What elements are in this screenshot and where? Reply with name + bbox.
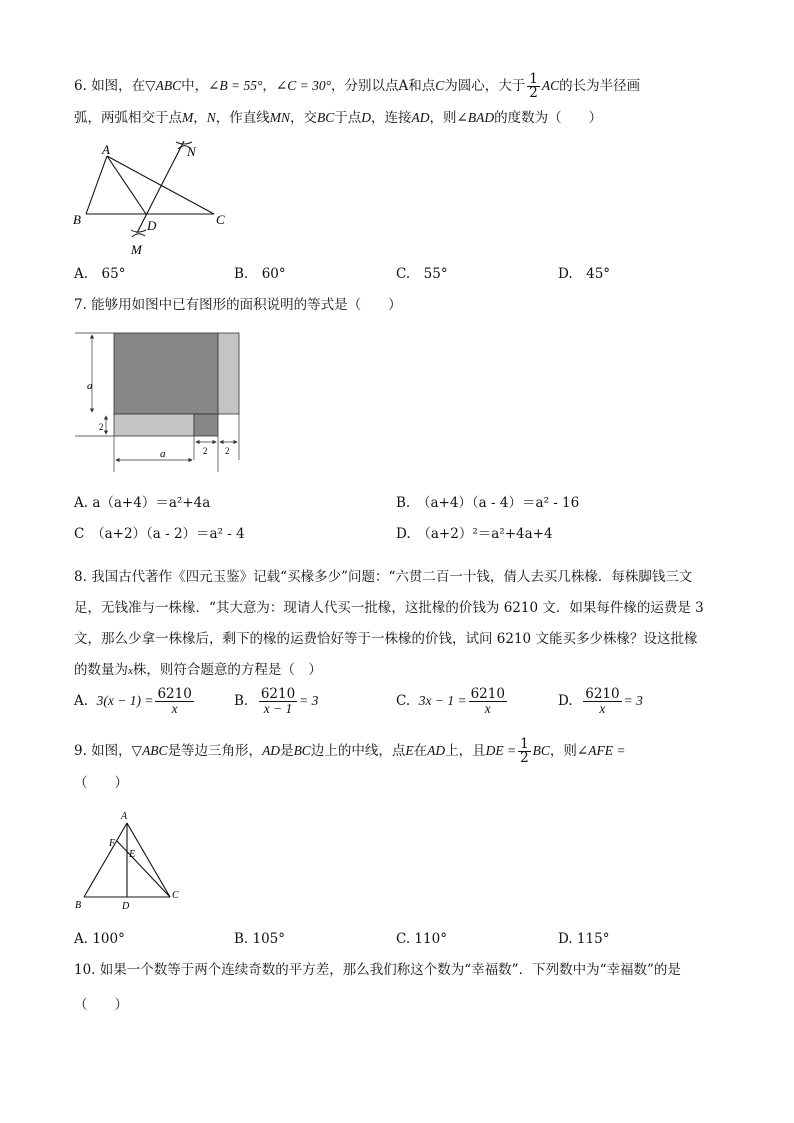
q10-line-1: 10. 如果一个数等于两个连续奇数的平方差，那么我们称这个数为“幸福数”．下列数中为“幸福数”的是 — [74, 962, 681, 978]
q8-option-c: C. 3x − 1 = $\frac{6210}{x}$ — [396, 686, 505, 716]
q6-option-a: A. 65° — [74, 266, 126, 282]
label-f: F — [109, 838, 116, 849]
q6-line-1: 6. 如图，在▽ABC中，∠B = 55°，∠C = 30°，分别以点A和点C为圆心，大于 $\frac{1}{2}$ AC的长为半径画 — [74, 71, 641, 101]
q7-option-b: B. （a+4）（a - 4）＝a² - 16 — [396, 495, 580, 511]
label-a-bottom: a — [160, 448, 166, 460]
q6-option-c: C. 55° — [396, 266, 448, 282]
label-c: C — [216, 212, 225, 227]
q8-line-4: 的数量为x株，则符合题意的方程是（ ） — [74, 662, 322, 678]
q6-triangle-figure — [66, 134, 241, 262]
label-d: D — [147, 218, 157, 233]
q8-option-b: B. $\frac{6210}{x - 1}$ = 3 — [234, 686, 319, 716]
q7-area-figure — [70, 326, 245, 474]
label-n: N — [187, 144, 196, 159]
label-m: M — [131, 242, 142, 257]
small-square — [194, 414, 218, 436]
q9-triangle-figure — [72, 808, 187, 914]
q8-line-1: 8. 我国古代著作《四元玉鉴》记载“买椽多少”问题：“六贯二百一十钱，倩人去买几株椽．每株脚钱三文 — [74, 569, 693, 585]
segment-fc — [117, 841, 170, 897]
bottom-strip — [114, 414, 194, 436]
q7-option-c: C （a+2）（a - 2）＝a² - 4 — [74, 526, 245, 542]
segment-ad — [107, 156, 146, 214]
q9-option-c: C. 110° — [396, 931, 447, 947]
arc-m-2 — [132, 234, 145, 237]
label-d: D — [122, 901, 130, 912]
line-mn — [137, 141, 184, 233]
q8-option-a: A. 3(x − 1) = $\frac{6210}{x}$ — [74, 686, 192, 716]
label-a: A — [102, 142, 110, 157]
segment-ab — [84, 823, 127, 897]
q8-option-d: D. $\frac{6210}{x}$ = 3 — [558, 686, 643, 716]
label-2-side: 2 — [99, 422, 104, 432]
q6-option-d: D. 45° — [558, 266, 611, 282]
q9-line-2: （ ） — [74, 775, 128, 791]
q9-option-a: A. 100° — [74, 931, 125, 947]
segment-ac — [127, 823, 170, 897]
q8-line-2: 足，无钱准与一株椽．“其大意为：现请人代买一批椽，这批椽的价钱为 6210 文．如果每件椽的运费是 3 — [74, 600, 704, 616]
q6-option-b: B. 60° — [234, 266, 286, 282]
q7-option-a: A. a（a+4）＝a²+4a — [74, 495, 211, 511]
big-square — [114, 333, 218, 414]
label-2-bottom-1: 2 — [203, 446, 208, 456]
label-e: E — [129, 849, 136, 860]
q7-question: 7. 能够用如图中已有图形的面积说明的等式是（ ） — [74, 297, 402, 313]
fraction-one-half: $\frac{1}{2}$ — [529, 71, 538, 101]
q8-line-3: 文，那么少拿一株椽后，剩下的椽的运费恰好等于一株椽的价钱，试问 6210 文能买多少株椽？设这批椽 — [74, 631, 698, 647]
label-a: A — [121, 811, 128, 822]
label-a-side: a — [87, 380, 93, 392]
label-b: B — [73, 212, 81, 227]
segment-ac — [107, 156, 214, 214]
q9-line-1: 9. 如图，▽ABC是等边三角形，AD是BC边上的中线，点E在AD上，且DE = $\frac{1}{2}$ BC，则∠AFE = — [74, 736, 626, 766]
q9-option-b: B. 105° — [234, 931, 286, 947]
q6-line-2: 弧，两弧相交于点M，N，作直线MN，交BC于点D，连接AD，则∠BAD的度数为（ ） — [74, 110, 603, 126]
label-c: C — [172, 890, 179, 901]
q9-option-d: D. 115° — [558, 931, 610, 947]
right-strip — [218, 333, 239, 414]
q7-option-d: D. （a+2）²＝a²+4a+4 — [396, 526, 553, 542]
q10-line-2: （ ） — [74, 997, 128, 1013]
label-2-bottom-2: 2 — [225, 446, 230, 456]
segment-ab — [86, 156, 107, 214]
label-b: B — [75, 900, 82, 911]
